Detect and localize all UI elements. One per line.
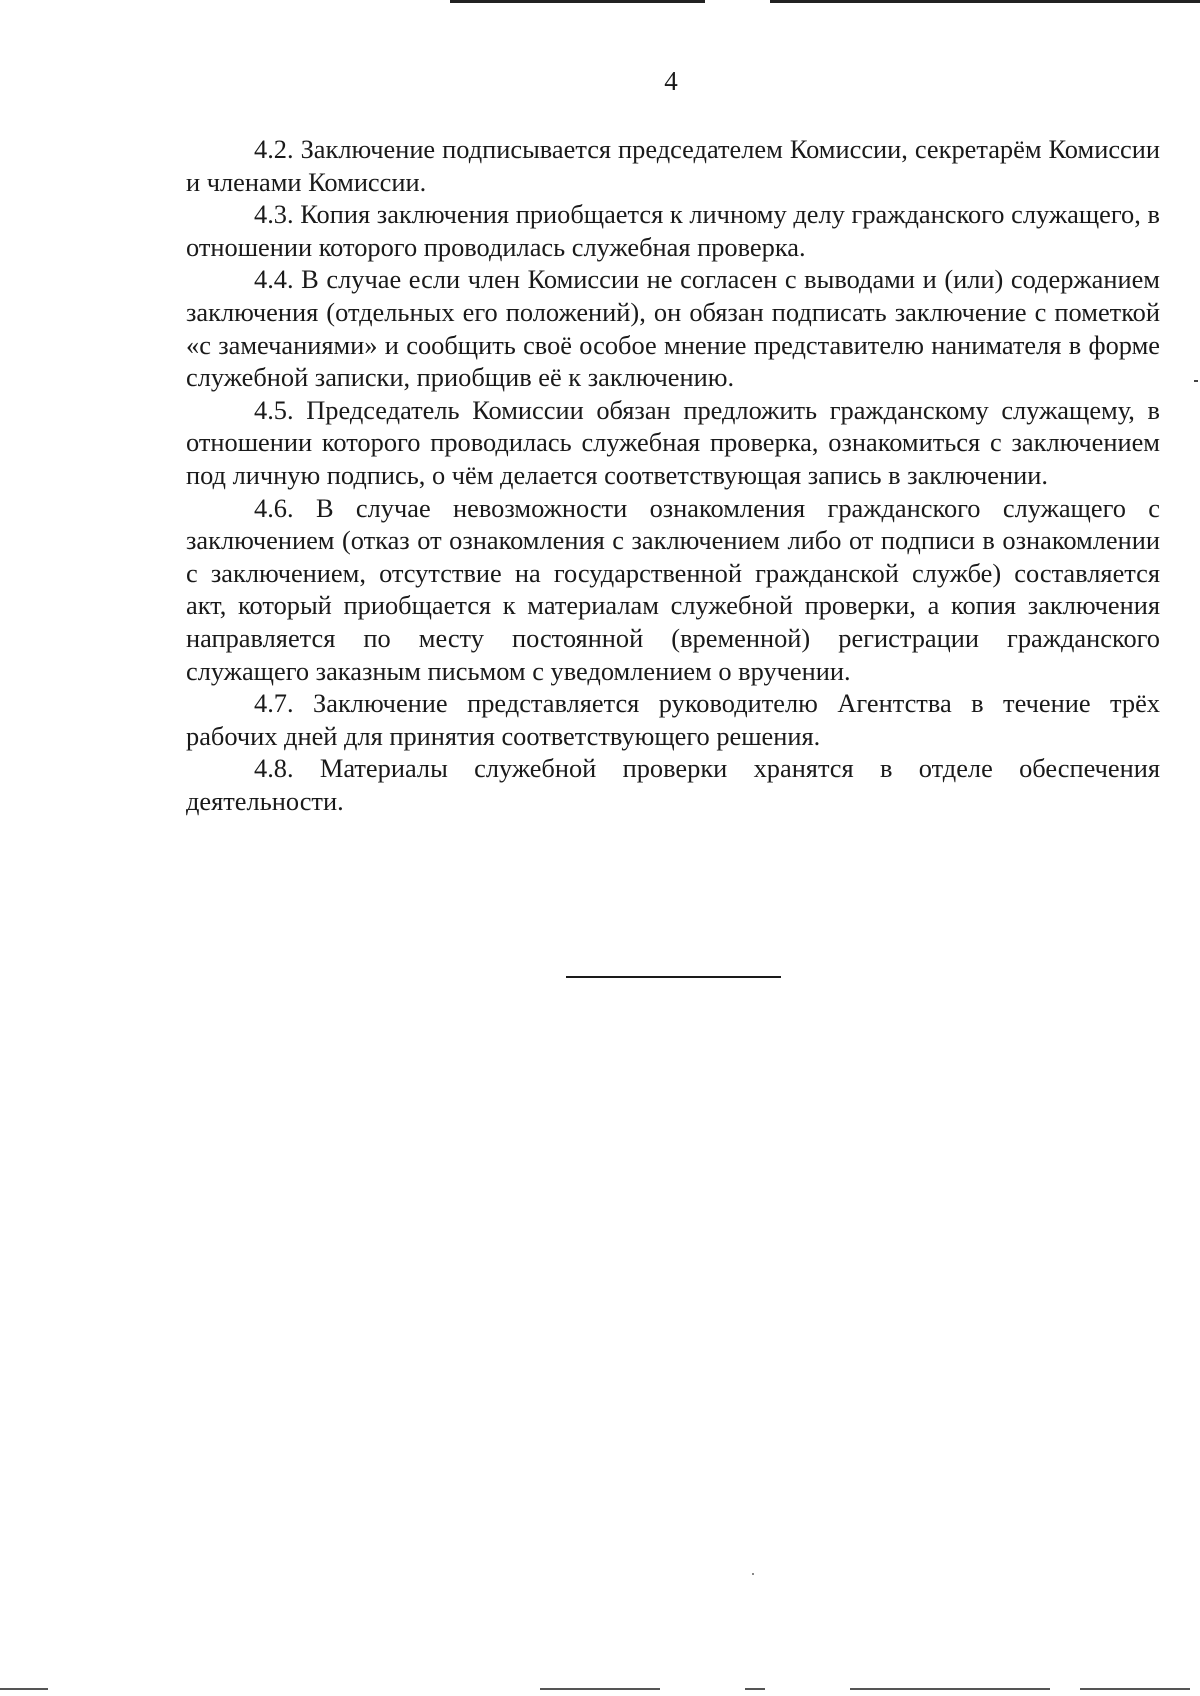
scan-edge-bottom-1 bbox=[0, 1688, 48, 1690]
paragraph-4-7: 4.7. Заключение представляется руководителю Агентства в течение трёх рабочих дней для принятия соответствующего решения. bbox=[186, 688, 1160, 751]
end-of-document-rule bbox=[566, 976, 781, 978]
scan-margin-mark bbox=[1194, 380, 1198, 382]
scan-edge-bottom-4 bbox=[850, 1688, 1050, 1690]
paragraph-4-5: 4.5. Председатель Комиссии обязан предложить гражданскому служащему, в отношении которого проводилась служебная проверка, ознакомиться с заключением под личную подпись, о чём делается соответствующая запись в заключении. bbox=[186, 394, 1160, 490]
scan-edge-bottom-3 bbox=[745, 1688, 765, 1690]
scan-edge-bottom-5 bbox=[1080, 1688, 1190, 1690]
document-body bbox=[186, 133, 1160, 817]
scan-edge-bottom-2 bbox=[540, 1688, 660, 1690]
paragraph-4-4: 4.4. В случае если член Комиссии не согласен с выводами и (или) содержанием заключения (отдельных его положений), он обязан подписать заключение с пометкой «с замечаниями» и сообщить своё особое мнение представителю нанимателя в форме служебной записки, приобщив её к заключению. bbox=[186, 264, 1160, 393]
scan-speck bbox=[752, 1573, 754, 1575]
paragraph-4-3: 4.3. Копия заключения приобщается к личному делу гражданского служащего, в отношении которого проводилась служебная проверка. bbox=[186, 199, 1160, 262]
page-number: 4 bbox=[664, 66, 678, 96]
paragraph-4-8: 4.8. Материалы служебной проверки хранятся в отделе обеспечения деятельности. bbox=[186, 753, 1160, 816]
paragraph-4-2: 4.2. Заключение подписывается председателем Комиссии, секретарём Комиссии и членами Комиссии. bbox=[186, 134, 1160, 197]
scan-edge-top-right bbox=[770, 0, 1200, 3]
scan-edge-top-left bbox=[450, 0, 705, 3]
paragraph-4-6: 4.6. В случае невозможности ознакомления гражданского служащего с заключением (отказ от ознакомления с заключением либо от подписи в ознакомлении с заключением, отсутствие на государственной гражданской службе) составляется акт, который приобщается к материалам служебной проверки, а копия заключения направляется по месту постоянной (временной) регистрации гражданского служащего заказным письмом с уведомлением о вручении. bbox=[186, 492, 1160, 686]
